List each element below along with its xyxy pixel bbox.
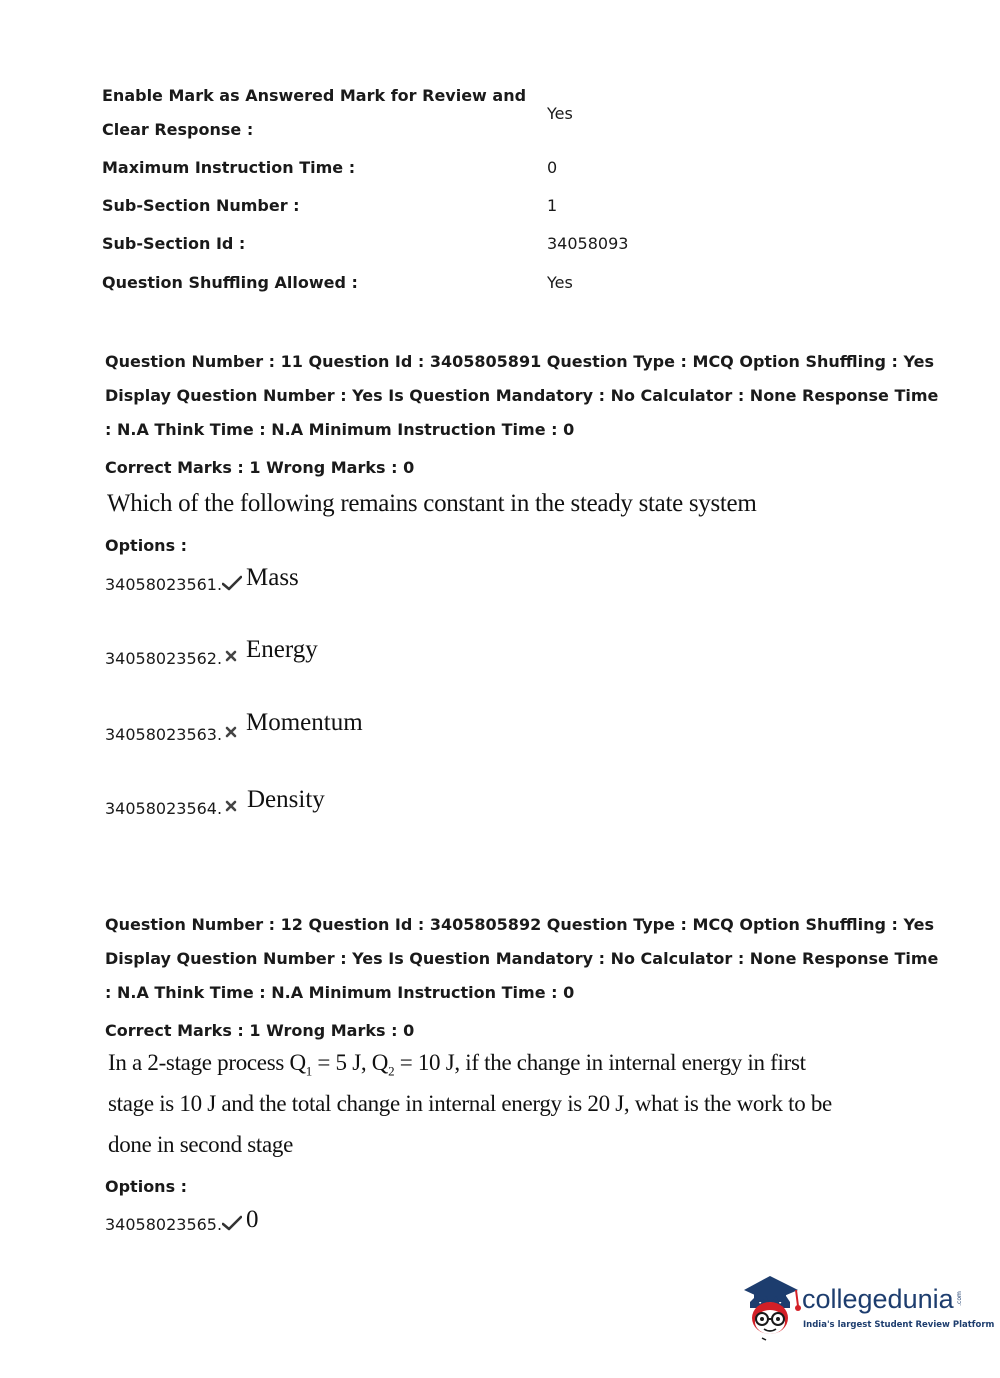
cross-icon bbox=[225, 650, 237, 662]
q11-option-2-id: 34058023562. bbox=[105, 649, 223, 668]
sub-section-id-value: 34058093 bbox=[547, 234, 629, 253]
q12-question-text-line3: done in second stage bbox=[108, 1132, 293, 1157]
max-instruction-time-label: Maximum Instruction Time : bbox=[102, 158, 356, 177]
q11-option-2-text: Energy bbox=[246, 636, 318, 663]
logo-tagline: India's largest Student Review Platform bbox=[803, 1320, 995, 1330]
q11-option-1-id: 34058023561. bbox=[105, 575, 223, 594]
sub-section-number-value: 1 bbox=[547, 196, 558, 215]
enable-mark-label-line1: Enable Mark as Answered Mark for Review and bbox=[102, 86, 527, 105]
logo-wordmark: collegedunia bbox=[802, 1284, 954, 1314]
sub-section-number-label: Sub-Section Number : bbox=[102, 196, 300, 215]
q12-option-1-id: 34058023565. bbox=[105, 1215, 223, 1234]
q11-option-4-id: 34058023564. bbox=[105, 799, 223, 818]
enable-mark-label-line2: Clear Response : bbox=[102, 120, 254, 139]
q11-option-3-text: Momentum bbox=[246, 709, 363, 736]
q11-options-label: Options : bbox=[105, 536, 188, 555]
collegedunia-logo[interactable] bbox=[802, 1284, 966, 1315]
q12-header-line3: : N.A Think Time : N.A Minimum Instruction Time : 0 bbox=[105, 983, 575, 1002]
q11-header-line3: : N.A Think Time : N.A Minimum Instruction Time : 0 bbox=[105, 420, 575, 439]
max-instruction-time-value: 0 bbox=[547, 158, 558, 177]
q11-question-text: Which of the following remains constant in the steady state system bbox=[107, 490, 757, 517]
q11-option-4-text: Density bbox=[247, 786, 325, 813]
question-shuffling-value: Yes bbox=[547, 273, 573, 292]
q11-marks: Correct Marks : 1 Wrong Marks : 0 bbox=[105, 458, 415, 477]
q11-option-1-text: Mass bbox=[246, 564, 299, 591]
question-shuffling-label: Question Shuffling Allowed : bbox=[102, 273, 358, 292]
check-icon bbox=[222, 1215, 242, 1231]
q11-option-3-id: 34058023563. bbox=[105, 725, 223, 744]
cross-icon bbox=[225, 800, 237, 812]
q12-header-line2: Display Question Number : Yes Is Question Mandatory : No Calculator : None Response Time bbox=[105, 949, 939, 968]
q11-header-line1: Question Number : 11 Question Id : 3405805891 Question Type : MCQ Option Shuffling : Yes bbox=[105, 352, 935, 371]
q12-options-label: Options : bbox=[105, 1177, 188, 1196]
q12-marks: Correct Marks : 1 Wrong Marks : 0 bbox=[105, 1021, 415, 1040]
q11-header-line2: Display Question Number : Yes Is Question Mandatory : No Calculator : None Response Time bbox=[105, 386, 939, 405]
cross-icon bbox=[225, 726, 237, 738]
check-icon bbox=[222, 575, 242, 591]
q12-question-text-line1: In a 2-stage process $Q_1 = 5$ J, $Q_2 = 10$ J, if the change in internal energy in first bbox=[108, 1050, 806, 1079]
sub-section-id-label: Sub-Section Id : bbox=[102, 234, 246, 253]
collegedunia-mascot-icon bbox=[740, 1272, 802, 1342]
logo-domain-suffix: .com bbox=[955, 1291, 963, 1306]
q12-option-1-text: 0 bbox=[246, 1206, 259, 1233]
enable-mark-value: Yes bbox=[547, 104, 573, 123]
q12-header-line1: Question Number : 12 Question Id : 3405805892 Question Type : MCQ Option Shuffling : Yes bbox=[105, 915, 935, 934]
q12-question-text-line2: stage is 10 J and the total change in internal energy is 20 J, what is the work to be bbox=[108, 1091, 832, 1116]
